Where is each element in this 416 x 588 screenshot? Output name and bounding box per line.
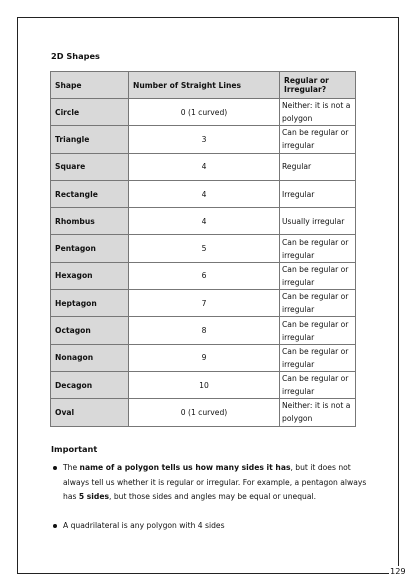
table-row [51, 371, 356, 398]
note-text: , but it does not always tell us whether it is regular or irregular. For example, a pentagon always has [63, 463, 367, 502]
table-row [51, 208, 356, 235]
page-number: 129 [390, 566, 406, 576]
shape-cell: Rectangle [51, 180, 129, 207]
important-notes [51, 461, 371, 533]
lines-cell: 8 [129, 317, 280, 344]
lines-cell: 0 (1 curved) [129, 99, 280, 126]
shape-cell: Rhombus [51, 208, 129, 235]
table-row [51, 153, 356, 180]
table-row [51, 99, 356, 126]
regular-cell: Usually irregular [280, 208, 356, 235]
lines-cell: 4 [129, 153, 280, 180]
note-text: A quadrilateral is any polygon with 4 sides [63, 520, 225, 530]
header-shape: Shape [51, 72, 129, 99]
note-item [51, 461, 371, 505]
shape-cell: Pentagon [51, 235, 129, 262]
lines-cell: 3 [129, 126, 280, 153]
table-row [51, 262, 356, 289]
regular-cell: Neither: it is not a polygon [280, 399, 356, 426]
regular-cell: Can be regular or irregular [280, 126, 356, 153]
regular-cell: Can be regular or irregular [280, 235, 356, 262]
lines-cell: 10 [129, 371, 280, 398]
lines-cell: 9 [129, 344, 280, 371]
lines-cell: 4 [129, 180, 280, 207]
regular-cell: Can be regular or irregular [280, 344, 356, 371]
shape-cell: Square [51, 153, 129, 180]
shape-cell: Circle [51, 99, 129, 126]
lines-cell: 0 (1 curved) [129, 399, 280, 426]
shape-cell: Oval [51, 399, 129, 426]
regular-cell: Can be regular or irregular [280, 317, 356, 344]
table-row [51, 235, 356, 262]
table-header-row [51, 72, 356, 99]
lines-cell: 7 [129, 290, 280, 317]
regular-cell: Irregular [280, 180, 356, 207]
shape-cell: Nonagon [51, 344, 129, 371]
table-row [51, 126, 356, 153]
header-regular: Regular or Irregular? [280, 72, 356, 99]
note-item [51, 519, 371, 534]
note-text: , but those sides and angles may be equal or unequal. [109, 492, 317, 502]
lines-cell: 6 [129, 262, 280, 289]
regular-cell: Neither: it is not a polygon [280, 99, 356, 126]
shape-cell: Octagon [51, 317, 129, 344]
shape-cell: Triangle [51, 126, 129, 153]
lines-cell: 5 [129, 235, 280, 262]
regular-cell: Can be regular or irregular [280, 371, 356, 398]
table-row [51, 399, 356, 426]
regular-cell: Can be regular or irregular [280, 262, 356, 289]
table-row [51, 290, 356, 317]
regular-cell: Can be regular or irregular [280, 290, 356, 317]
note-bold-text: name of a polygon tells us how many sides it has [79, 463, 291, 472]
table-row [51, 180, 356, 207]
shape-cell: Hexagon [51, 262, 129, 289]
shapes-table [50, 71, 356, 427]
regular-cell: Regular [280, 153, 356, 180]
shape-cell: Decagon [51, 371, 129, 398]
table-row [51, 317, 356, 344]
note-bold-text: 5 sides [78, 492, 109, 502]
section-title: 2D Shapes [51, 51, 100, 61]
header-lines: Number of Straight Lines [129, 72, 280, 99]
important-title: Important [51, 444, 98, 454]
table-row [51, 344, 356, 371]
lines-cell: 4 [129, 208, 280, 235]
shape-cell: Heptagon [51, 290, 129, 317]
note-text: The [63, 463, 80, 472]
